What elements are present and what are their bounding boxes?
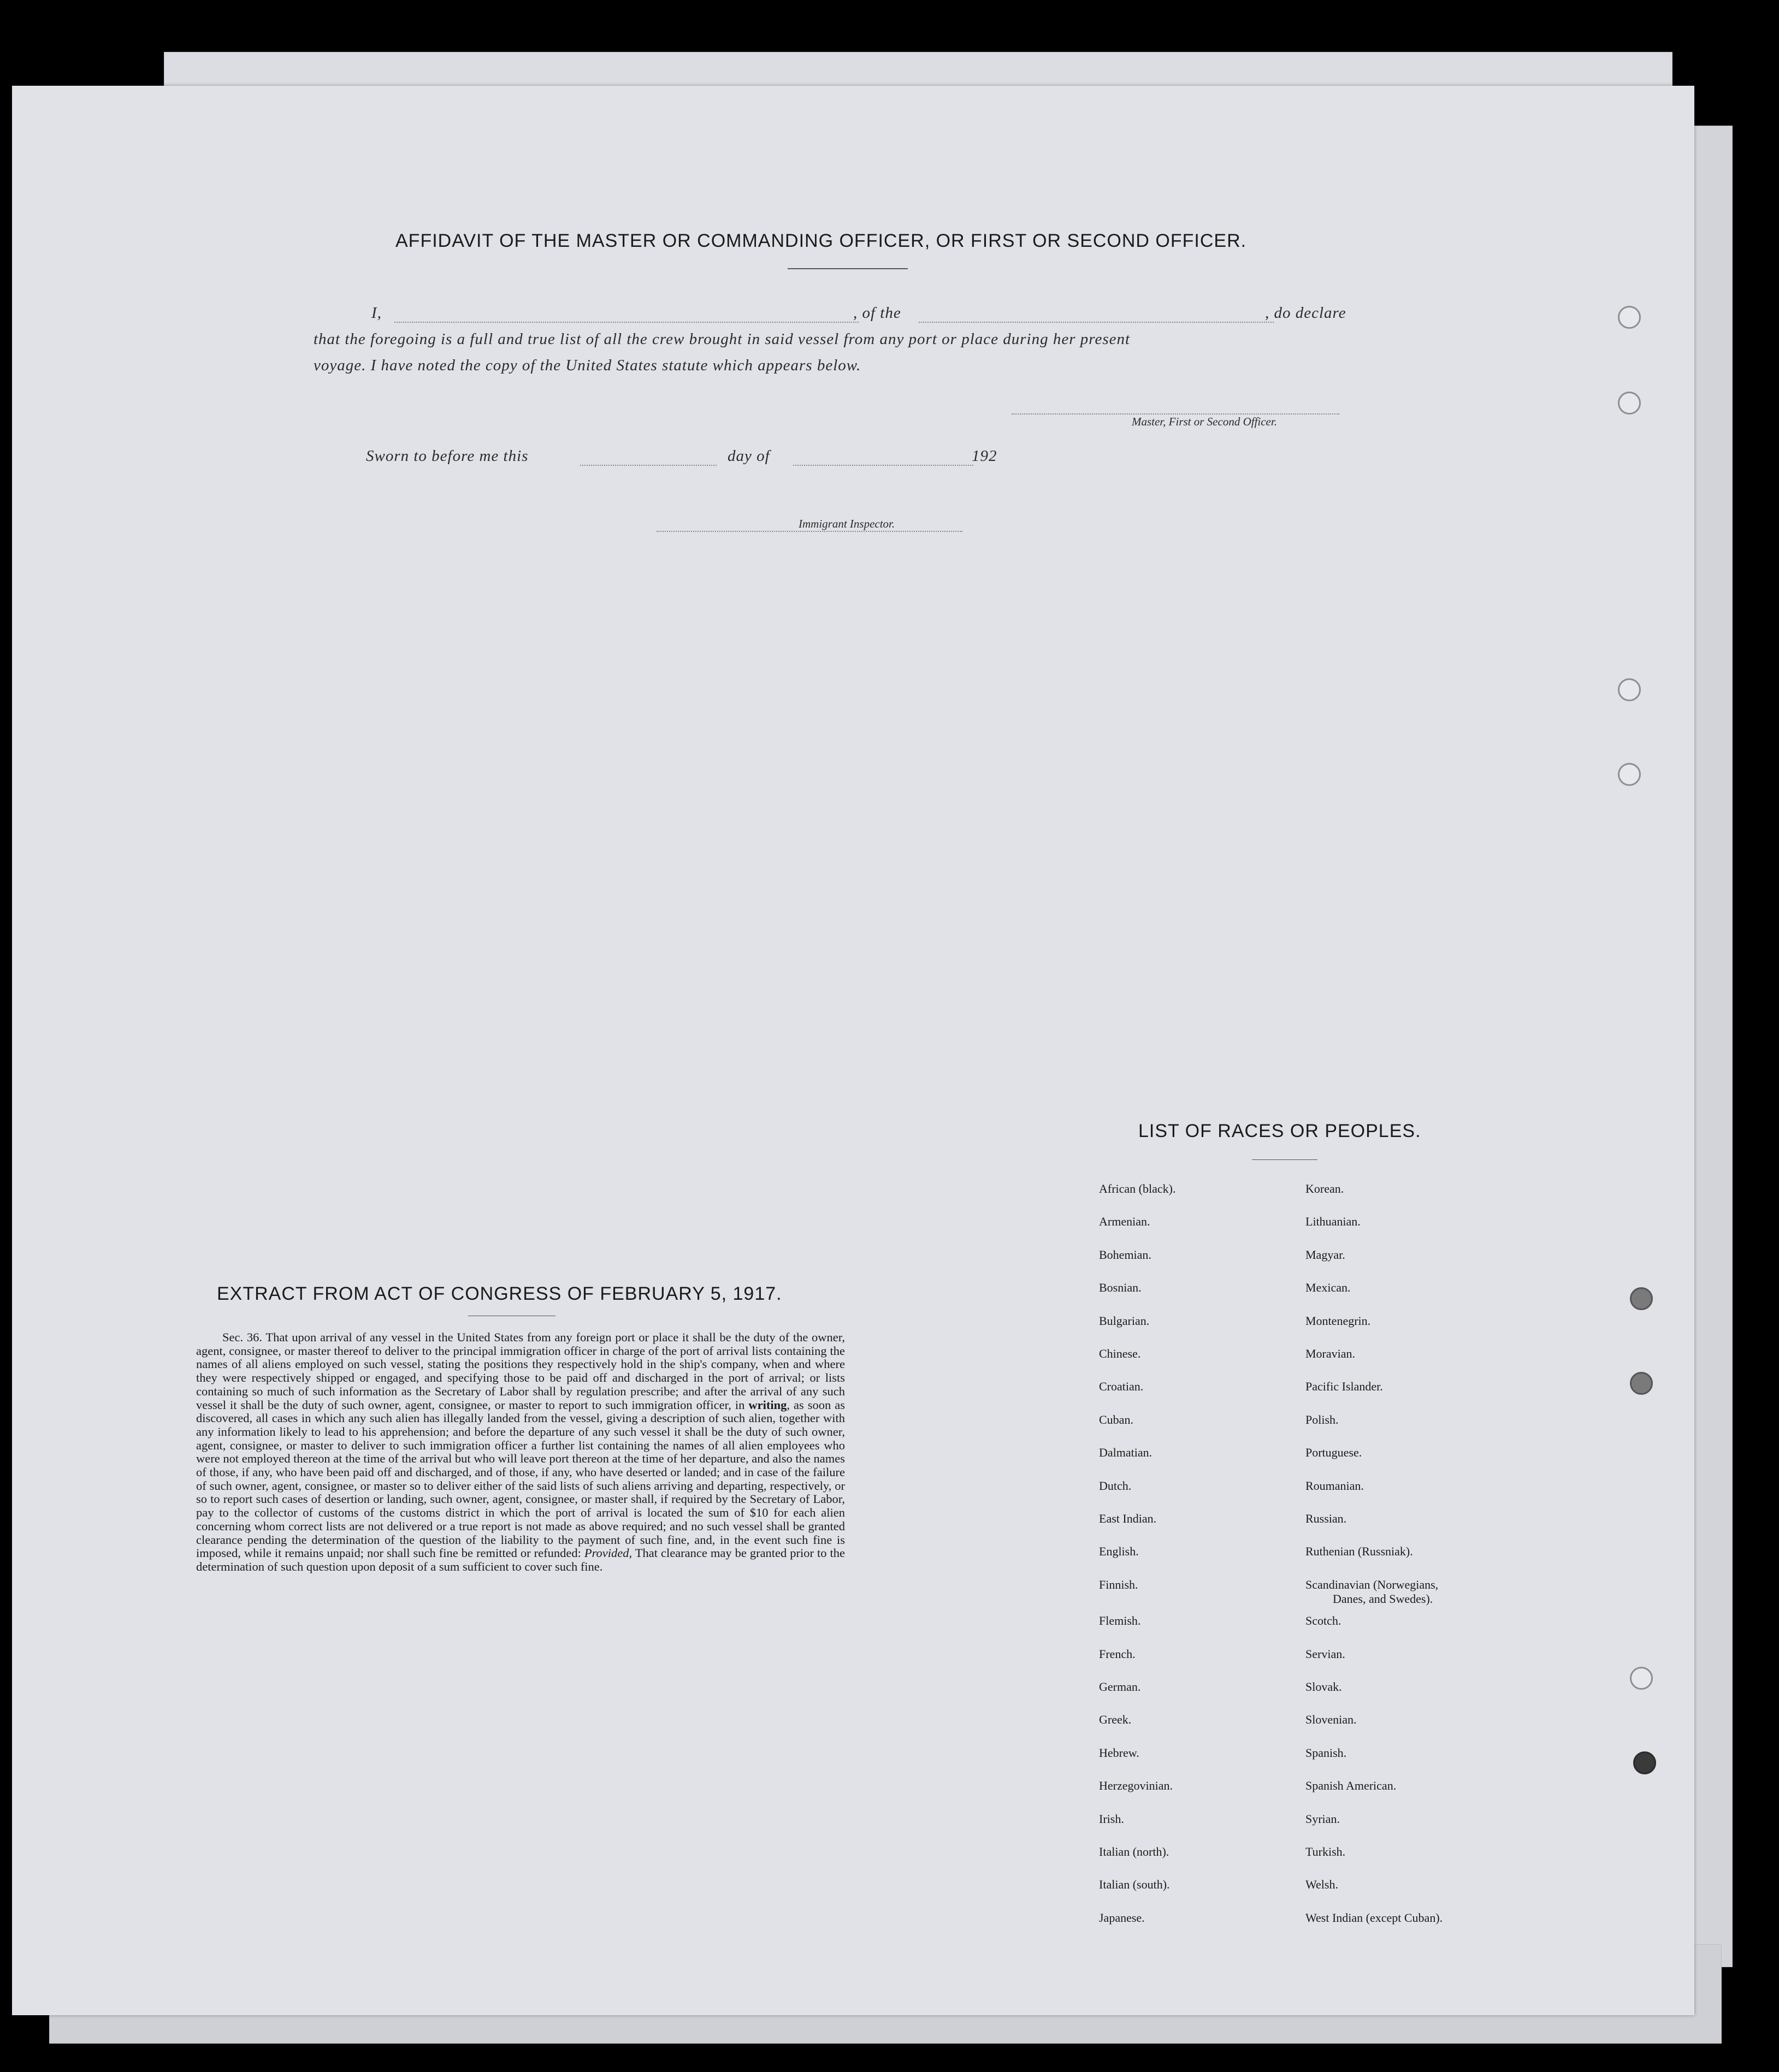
race-item: Dalmatian. <box>1099 1446 1152 1460</box>
race-item: Syrian. <box>1305 1811 1340 1826</box>
race-item: Danes, and Swedes). <box>1333 1591 1433 1606</box>
punch-hole <box>1630 1287 1653 1310</box>
race-item: African (black). <box>1099 1182 1176 1195</box>
master-signature-label: Master, First or Second Officer. <box>1132 415 1277 428</box>
race-item: Scotch. <box>1305 1614 1341 1628</box>
day-of-label: day of <box>728 447 770 465</box>
race-item: East Indian. <box>1099 1512 1157 1525</box>
race-item: Chinese. <box>1099 1347 1141 1360</box>
title-divider <box>788 268 908 269</box>
statute-text-part-b: , as soon as discovered, all cases in which any such alien has illegally landed from the vessel, giving a description of such alien, together with any information likely to lead to his apprehension; and before the departure of any such vessel it shall be the duty of such owner, agent, consignee, or master to deliver to such immigration officer a further list containing the names of all alien employees who were not employed thereon at the time of the arrival but who will leave port thereon at the time of her departure, and also the names of those, if any, who have been paid off and discharged, and of those, if any, who have deserted or landed; and in case of the failure of such owner, agent, consignee, or master so to deliver either of the said lists of such aliens arriving and departing, respectively, or so to report such cases of desertion or landing, such owner, agent, consignee, or master shall, if required by the Secretary of Labor, pay to the collector of customs of the customs district in which the port of arrival is located the sum of $10 for each alien concerning whom correct lists are not delivered or a true report is not made as above required; and no such vessel shall be granted clearance pending the determination of the question of the liability to the payment of such fine, and, in the event such fine is imposed, while it remains unpaid; nor shall such fine be remitted or refunded: <box>196 1398 846 1560</box>
races-divider <box>1252 1159 1317 1160</box>
race-item: English. <box>1099 1544 1139 1559</box>
race-item: West Indian (except Cuban). <box>1305 1910 1443 1925</box>
race-item: Montenegrin. <box>1305 1313 1371 1328</box>
section-number: Sec. 36. <box>222 1330 262 1344</box>
race-item: Portuguese. <box>1305 1446 1362 1460</box>
race-item: Polish. <box>1305 1412 1339 1426</box>
race-item: Italian (south). <box>1099 1878 1170 1892</box>
inspector-label: Immigrant Inspector. <box>799 517 895 530</box>
punch-hole <box>1633 1751 1656 1774</box>
punch-hole <box>1618 763 1641 786</box>
extract-title: EXTRACT FROM ACT OF CONGRESS OF FEBRUARY 5, 1917. <box>217 1283 782 1304</box>
statute-text-part-c: That clearance may be granted prior to the determination of such question upon deposit of a sum sufficient to cover such fine. <box>196 1546 846 1573</box>
sworn-day-blank <box>580 465 717 466</box>
race-item: German. <box>1099 1680 1141 1694</box>
race-item: French. <box>1099 1647 1136 1661</box>
race-item: Irish. <box>1099 1811 1124 1826</box>
race-item: Magyar. <box>1305 1247 1345 1262</box>
affidavit-line3: voyage. I have noted the copy of the United States statute which appears below. <box>314 357 861 374</box>
punch-hole <box>1618 306 1641 329</box>
affidavit-title: AFFIDAVIT OF THE MASTER OR COMMANDING OFFICER, OR FIRST OR SECOND OFFICER. <box>395 230 1247 251</box>
race-item: Pacific Islander. <box>1305 1380 1383 1394</box>
statute-text-part-a: That upon arrival of any vessel in the United States from any foreign port or place it shall be the duty of the owner, agent, consignee, or master thereof to deliver to the principal immigration officer in charge of the port of arrival lists containing the names of all aliens employed on such vessel, stating the positions they respectively hold in the ship's company, when and where they were respectively shipped or engaged, and specifying those to be paid off and discharged in the port of arrival; or lists containing so much of such information as the Secretary of Labor shall by regulation prescribe; and after the arrival of any such vessel it shall be the duty of such owner, agent, consignee, or master to report to such immigration officer, in <box>196 1330 845 1412</box>
affidavit-line1-declare: , do declare <box>1265 304 1346 322</box>
race-item: Turkish. <box>1305 1845 1346 1858</box>
punch-hole <box>1630 1372 1653 1395</box>
race-item: Japanese. <box>1099 1910 1145 1925</box>
race-item: Bulgarian. <box>1099 1313 1150 1328</box>
race-item: Dutch. <box>1099 1478 1132 1493</box>
inspector-signature-line <box>657 531 962 532</box>
master-name-blank <box>394 322 859 323</box>
race-item: Roumanian. <box>1305 1478 1364 1493</box>
race-item: Lithuanian. <box>1305 1215 1361 1229</box>
race-item: Bosnian. <box>1099 1281 1142 1295</box>
affidavit-line1-i: I, <box>371 304 382 322</box>
race-item: Herzegovinian. <box>1099 1779 1173 1793</box>
statute-emphasis-writing: writing <box>748 1398 787 1412</box>
race-item: Slovak. <box>1305 1680 1342 1694</box>
sworn-month-blank <box>793 465 973 466</box>
race-item: Hebrew. <box>1099 1745 1139 1760</box>
race-item: Scandinavian (Norwegians, <box>1305 1577 1439 1591</box>
race-item: Servian. <box>1305 1647 1345 1661</box>
master-signature-line <box>1012 413 1339 415</box>
punch-hole <box>1618 392 1641 415</box>
race-item: Finnish. <box>1099 1577 1138 1591</box>
race-item: Moravian. <box>1305 1347 1356 1360</box>
race-item: Welsh. <box>1305 1878 1338 1892</box>
race-item: Mexican. <box>1305 1281 1351 1295</box>
affidavit-line1-of-the: , of the <box>853 304 901 322</box>
race-item: Russian. <box>1305 1512 1347 1525</box>
race-item: Croatian. <box>1099 1380 1144 1394</box>
races-title: LIST OF RACES OR PEOPLES. <box>1138 1121 1421 1141</box>
race-item: Flemish. <box>1099 1614 1141 1628</box>
punch-hole <box>1618 678 1641 701</box>
statute-emphasis-provided: Provided, <box>584 1546 633 1560</box>
race-item: Ruthenian (Russniak). <box>1305 1544 1413 1559</box>
race-item: Slovenian. <box>1305 1713 1357 1727</box>
statute-text <box>196 1331 845 1574</box>
race-item: Armenian. <box>1099 1215 1150 1229</box>
race-item: Korean. <box>1305 1182 1344 1195</box>
affidavit-line2: that the foregoing is a full and true list of all the crew brought in said vessel from any port or place during her present <box>314 330 1131 348</box>
race-item: Bohemian. <box>1099 1247 1151 1262</box>
race-item: Italian (north). <box>1099 1845 1169 1858</box>
race-item: Cuban. <box>1099 1412 1133 1426</box>
race-item: Spanish. <box>1305 1745 1347 1760</box>
race-item: Greek. <box>1099 1713 1132 1727</box>
sworn-label: Sworn to before me this <box>366 447 529 465</box>
race-item: Spanish American. <box>1305 1779 1397 1793</box>
year-prefix: 192 <box>972 447 997 465</box>
vessel-name-blank <box>919 322 1274 323</box>
crew-list-affidavit-page <box>12 86 1694 2015</box>
punch-hole <box>1630 1667 1653 1690</box>
